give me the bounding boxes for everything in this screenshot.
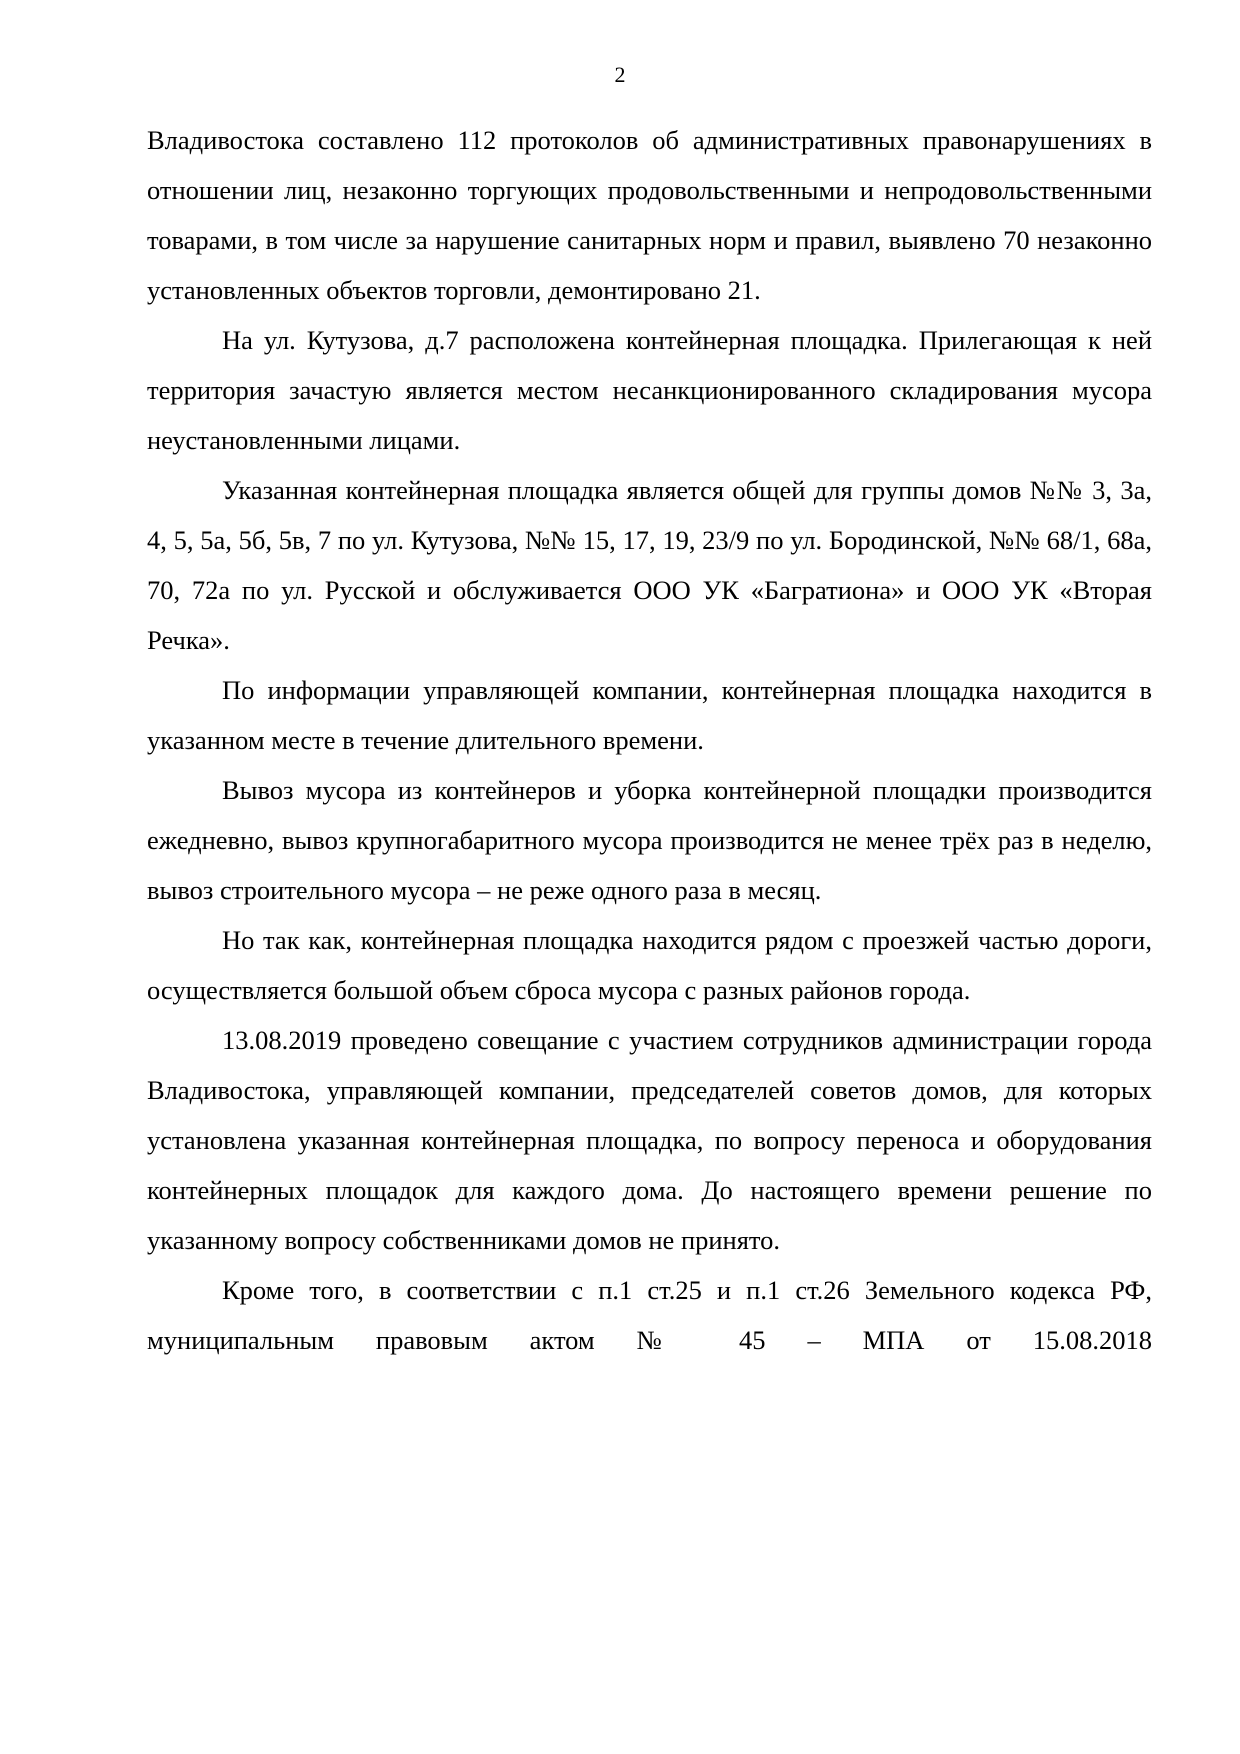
paragraph-roadside-dumping: Но так как, контейнерная площадка находится рядом с проезжей частью дороги, осуществляется большой объем сброса мусора с разных районов города.: [147, 925, 1152, 1005]
paragraph-protocols: Владивостока составлено 112 протоколов об административных правонарушениях в отношении лиц, незаконно торгующих продовольственными и непродовольственными товарами, в том числе за нарушение санитарных норм и правил, выявлено 70 незаконно установленных объектов торговли, демонтировано 21.: [147, 125, 1152, 305]
paragraph-waste-removal-schedule: Вывоз мусора из контейнеров и уборка контейнерной площадки производится ежедневно, вывоз крупногабаритного мусора производится не менее трёх раз в неделю, вывоз строительного мусора – не реже одного раза в месяц.: [147, 775, 1152, 905]
paragraph-container-site-location: На ул. Кутузова, д.7 расположена контейнерная площадка. Прилегающая к ней территория зачастую является местом несанкционированного складирования мусора неустановленными лицами.: [147, 325, 1152, 455]
page-number: 2: [614, 62, 626, 87]
paragraph-management-info: По информации управляющей компании, контейнерная площадка находится в указанном месте в течение длительного времени.: [147, 675, 1152, 755]
paragraph-meeting: 13.08.2019 проведено совещание с участием сотрудников администрации города Владивостока, управляющей компании, председателей советов домов, для которых установлена указанная контейнерная площадка, по вопросу переноса и оборудования контейнерных площадок для каждого дома. До настоящего времени решение по указанному вопросу собственниками домов не принято.: [147, 1025, 1152, 1255]
paragraph-shared-container-site: Указанная контейнерная площадка является общей для группы домов №№ 3, 3а, 4, 5, 5а, 5б, 5в, 7 по ул. Кутузова, №№ 15, 17, 19, 23/9 по ул. Бородинской, №№ 68/1, 68а, 70, 72а по ул. Русской и обслуживается ООО УК «Багратиона» и ООО УК «Вторая Речка».: [147, 475, 1152, 655]
document-body: [147, 115, 1152, 1365]
paragraph-land-code: Кроме того, в соответствии с п.1 ст.25 и п.1 ст.26 Земельного кодекса РФ, муниципальным правовым актом № 45 – МПА от 15.08.2018: [147, 1275, 1152, 1355]
